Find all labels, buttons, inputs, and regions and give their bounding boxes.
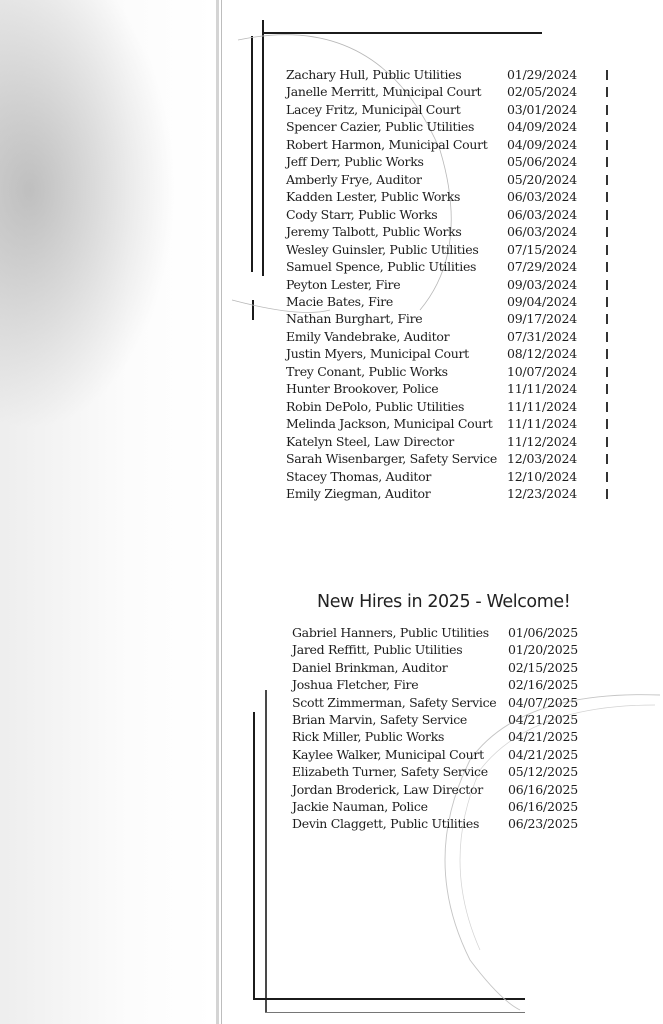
hire-date: 11/11/2024 xyxy=(507,398,578,414)
list-item xyxy=(286,207,626,225)
list-item xyxy=(286,399,626,417)
hire-name-department: Katelyn Steel, Law Director xyxy=(286,433,454,449)
hire-name-department: Lacey Fritz, Municipal Court xyxy=(286,101,461,117)
cropped-column-mark xyxy=(606,87,608,97)
list-item xyxy=(286,469,626,487)
hire-name-department: Zachary Hull, Public Utilities xyxy=(286,67,462,82)
list-item xyxy=(286,137,626,155)
list-item xyxy=(286,416,626,434)
cropped-column-mark xyxy=(606,297,608,307)
cropped-column-mark xyxy=(606,210,608,220)
cropped-column-mark xyxy=(606,122,608,132)
frame-mid-tick xyxy=(252,300,254,320)
hire-date: 08/12/2024 xyxy=(507,346,578,362)
hire-date: 05/20/2024 xyxy=(507,171,578,187)
frame-bottom-thin-bar xyxy=(265,1012,525,1013)
list-item xyxy=(286,102,626,120)
cropped-column-mark xyxy=(606,70,608,80)
hire-name-department: Macie Bates, Fire xyxy=(286,293,393,309)
hire-name-department: Devin Claggett, Public Utilities xyxy=(292,816,480,832)
cropped-column-mark xyxy=(606,472,608,482)
hire-name-department: Jared Reffitt, Public Utilities xyxy=(292,642,463,658)
hire-date: 10/07/2024 xyxy=(507,363,578,379)
hire-name-department: Peyton Lester, Fire xyxy=(286,276,401,292)
hire-name-department: Samuel Spence, Public Utilities xyxy=(286,259,477,275)
list-item xyxy=(286,434,626,452)
frame-top-left-inner-bar xyxy=(251,36,253,272)
hire-date: 09/04/2024 xyxy=(507,293,578,309)
list-item xyxy=(292,625,632,643)
list-item xyxy=(292,747,632,765)
list-item xyxy=(286,381,626,399)
frame-bottom-bar xyxy=(253,998,525,1000)
hire-date: 06/03/2024 xyxy=(507,189,578,205)
hire-date: 12/03/2024 xyxy=(507,451,578,467)
hire-date: 05/06/2024 xyxy=(507,154,578,170)
cropped-column-mark xyxy=(606,437,608,447)
hire-date: 06/16/2025 xyxy=(508,799,579,814)
list-item xyxy=(286,224,626,242)
hire-name-department: Spencer Cazier, Public Utilities xyxy=(286,119,475,135)
hire-name-department: Melinda Jackson, Municipal Court xyxy=(286,416,493,432)
hire-date: 09/03/2024 xyxy=(507,276,578,292)
hire-name-department: Trey Conant, Public Works xyxy=(286,363,448,379)
section-heading-2025: New Hires in 2025 - Welcome! xyxy=(317,592,571,612)
hire-name-department: Jackie Nauman, Police xyxy=(292,799,428,814)
hire-date: 04/21/2025 xyxy=(508,746,579,762)
hire-date: 04/09/2024 xyxy=(507,136,578,152)
cropped-column-mark xyxy=(606,402,608,412)
list-item xyxy=(292,764,632,782)
hire-date: 04/21/2025 xyxy=(508,729,579,745)
list-item xyxy=(286,84,626,102)
hire-name-department: Gabriel Hanners, Public Utilities xyxy=(292,625,489,640)
hire-name-department: Janelle Merritt, Municipal Court xyxy=(286,84,482,100)
hire-date: 03/01/2024 xyxy=(507,101,578,117)
list-item xyxy=(286,311,626,329)
list-item xyxy=(286,172,626,190)
hire-name-department: Kaylee Walker, Municipal Court xyxy=(292,746,484,762)
list-item xyxy=(286,119,626,137)
frame-bottom-left-inner-bar xyxy=(265,690,267,1012)
hire-name-department: Cody Starr, Public Works xyxy=(286,206,438,222)
hire-name-department: Rick Miller, Public Works xyxy=(292,729,445,745)
hire-name-department: Jeff Derr, Public Works xyxy=(286,154,424,170)
hire-date: 07/29/2024 xyxy=(507,259,578,275)
cropped-column-mark xyxy=(606,454,608,464)
hire-date: 12/10/2024 xyxy=(507,468,578,484)
hire-name-department: Amberly Frye, Auditor xyxy=(286,171,422,187)
list-item xyxy=(292,782,632,800)
hire-date: 02/05/2024 xyxy=(507,84,578,100)
page-fold-line xyxy=(216,0,219,1024)
hire-date: 02/15/2025 xyxy=(508,659,579,675)
list-item xyxy=(286,67,626,85)
cropped-column-mark xyxy=(606,280,608,290)
list-item xyxy=(286,486,626,504)
cropped-column-mark xyxy=(606,192,608,202)
hire-name-department: Kadden Lester, Public Works xyxy=(286,189,461,205)
hire-date: 05/12/2025 xyxy=(508,764,579,780)
hire-date: 04/07/2025 xyxy=(508,694,579,710)
hire-date: 11/12/2024 xyxy=(507,433,578,449)
hire-date: 12/23/2024 xyxy=(507,486,578,502)
list-item xyxy=(286,364,626,382)
hire-name-department: Emily Vandebrake, Auditor xyxy=(286,328,450,344)
cropped-column-mark xyxy=(606,157,608,167)
list-item xyxy=(292,695,632,713)
list-item xyxy=(292,677,632,695)
list-item xyxy=(286,277,626,295)
hire-date: 11/11/2024 xyxy=(507,381,578,397)
hire-name-department: Stacey Thomas, Auditor xyxy=(286,468,432,484)
hire-date: 07/31/2024 xyxy=(507,328,578,344)
list-item xyxy=(292,642,632,660)
hire-date: 06/23/2025 xyxy=(508,816,579,832)
hire-name-department: Sarah Wisenbarger, Safety Service xyxy=(286,451,497,467)
cropped-column-mark xyxy=(606,175,608,185)
frame-bottom-left-bar xyxy=(253,712,255,1000)
hire-name-department: Hunter Brookover, Police xyxy=(286,381,439,397)
list-item xyxy=(286,259,626,277)
cropped-column-mark xyxy=(606,262,608,272)
hire-date: 04/21/2025 xyxy=(508,712,579,727)
hire-name-department: Robin DePolo, Public Utilities xyxy=(286,398,465,414)
hire-name-department: Nathan Burghart, Fire xyxy=(286,311,423,327)
hire-date: 07/15/2024 xyxy=(507,241,578,257)
hire-date: 06/16/2025 xyxy=(508,781,579,797)
list-item xyxy=(286,154,626,172)
cropped-column-mark xyxy=(606,419,608,429)
list-item xyxy=(292,660,632,678)
cropped-column-mark xyxy=(606,489,608,499)
list-item xyxy=(286,451,626,469)
list-item xyxy=(286,189,626,207)
hire-name-department: Brian Marvin, Safety Service xyxy=(292,712,468,727)
cropped-column-mark xyxy=(606,332,608,342)
page-fold-edge xyxy=(221,0,222,1024)
frame-top-left-bar xyxy=(262,20,264,276)
hire-date: 02/16/2025 xyxy=(508,677,579,693)
hire-name-department: Justin Myers, Municipal Court xyxy=(286,346,469,362)
cropped-column-mark xyxy=(606,384,608,394)
hire-date: 04/09/2024 xyxy=(507,119,578,135)
hire-name-department: Wesley Guinsler, Public Utilities xyxy=(286,241,479,257)
hire-name-department: Emily Ziegman, Auditor xyxy=(286,486,431,502)
scan-shadow xyxy=(0,0,215,1024)
hire-date: 06/03/2024 xyxy=(507,206,578,222)
hire-name-department: Robert Harmon, Municipal Court xyxy=(286,136,488,152)
hire-name-department: Jordan Broderick, Law Director xyxy=(292,781,483,797)
list-item xyxy=(292,729,632,747)
hire-date: 01/20/2025 xyxy=(508,642,579,658)
cropped-column-mark xyxy=(606,140,608,150)
hire-name-department: Jeremy Talbott, Public Works xyxy=(286,224,462,240)
list-item xyxy=(286,294,626,312)
cropped-column-mark xyxy=(606,227,608,237)
hire-date: 06/03/2024 xyxy=(507,224,578,240)
list-item xyxy=(292,799,632,817)
cropped-column-mark xyxy=(606,349,608,359)
hire-name-department: Elizabeth Turner, Safety Service xyxy=(292,764,488,780)
list-item xyxy=(292,816,632,834)
hire-name-department: Scott Zimmerman, Safety Service xyxy=(292,694,497,710)
hire-name-department: Daniel Brinkman, Auditor xyxy=(292,659,448,675)
frame-top-bar xyxy=(262,32,542,34)
list-item xyxy=(292,712,632,730)
cropped-column-mark xyxy=(606,314,608,324)
hire-date: 01/06/2025 xyxy=(508,625,579,640)
list-item xyxy=(286,346,626,364)
list-item xyxy=(286,242,626,260)
cropped-column-mark xyxy=(606,367,608,377)
cropped-column-mark xyxy=(606,105,608,115)
list-item xyxy=(286,329,626,347)
cropped-column-mark xyxy=(606,245,608,255)
hire-date: 01/29/2024 xyxy=(507,67,578,82)
hire-date: 11/11/2024 xyxy=(507,416,578,432)
hire-name-department: Joshua Fletcher, Fire xyxy=(292,677,419,693)
hire-date: 09/17/2024 xyxy=(507,311,578,327)
